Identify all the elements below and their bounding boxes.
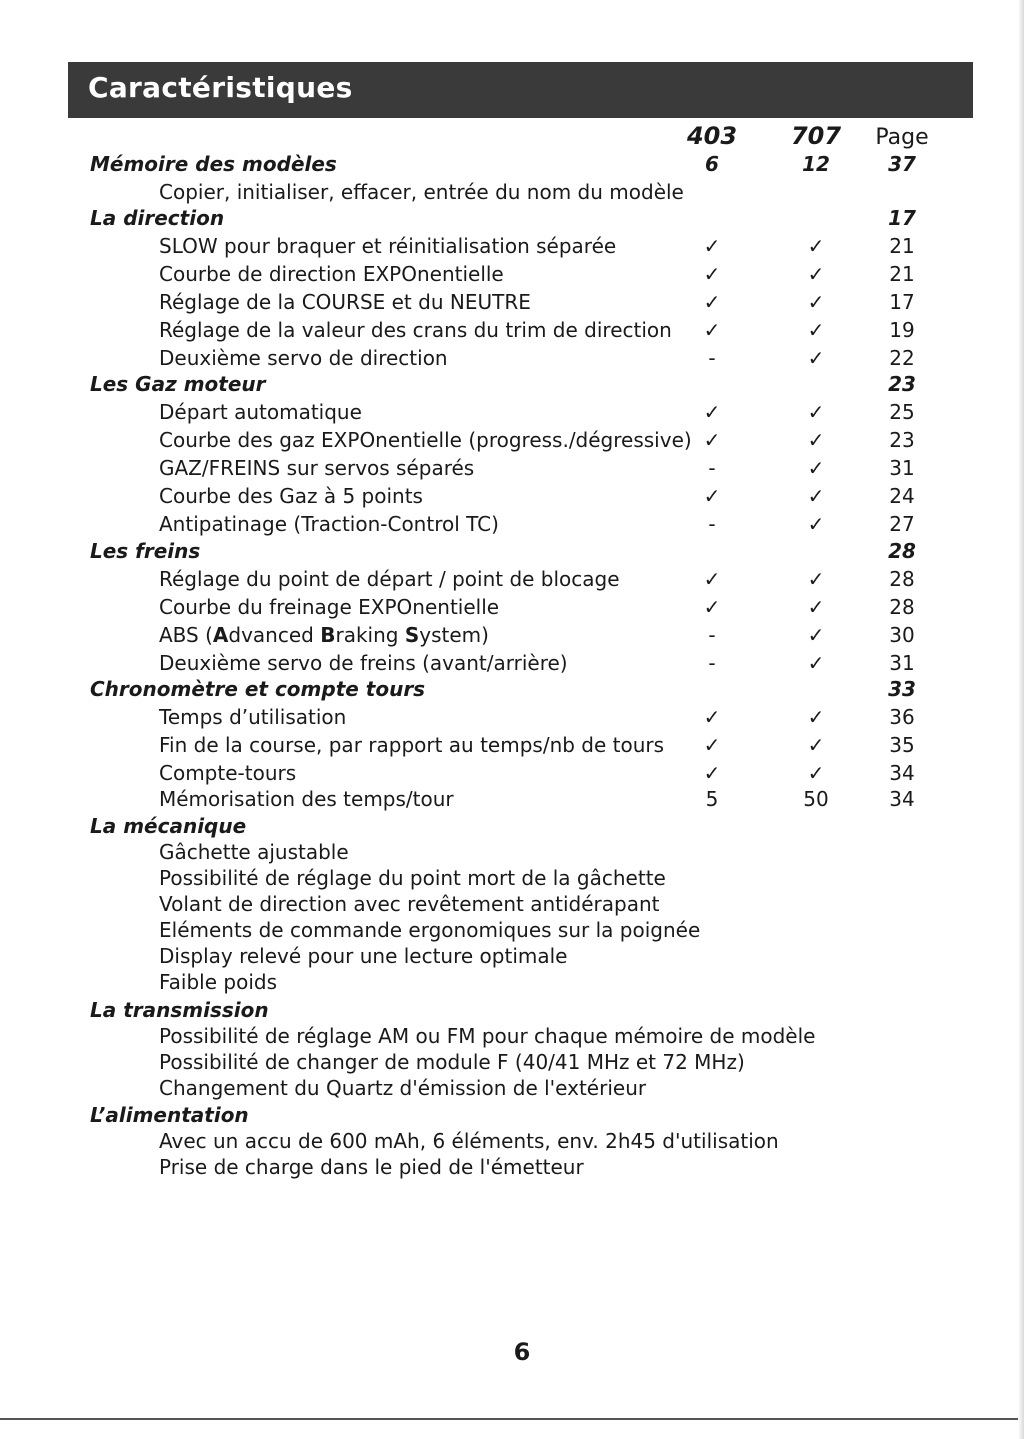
value-403: - xyxy=(708,512,716,536)
value-707: ✓ xyxy=(807,651,825,675)
feature-label: Faible poids xyxy=(159,970,277,994)
section-heading: Mémoire des modèles xyxy=(90,152,337,176)
page-ref: 28 xyxy=(889,567,915,591)
page-ref: 31 xyxy=(889,651,915,675)
feature-row xyxy=(0,1022,1024,1050)
value-403: ✓ xyxy=(703,484,721,508)
column-header-page: Page xyxy=(875,125,929,150)
value-707: 50 xyxy=(803,787,829,811)
feature-row xyxy=(0,1127,1024,1155)
value-403: 6 xyxy=(705,152,719,176)
feature-label: Réglage du point de départ / point de blocage xyxy=(159,567,620,591)
section-heading: L’alimentation xyxy=(90,1103,249,1127)
page-number: 6 xyxy=(513,1338,531,1366)
value-403: ✓ xyxy=(703,761,721,785)
page-ref: 28 xyxy=(888,539,916,563)
value-403: 5 xyxy=(705,787,719,811)
page-ref: 17 xyxy=(888,206,916,230)
feature-label: SLOW pour braquer et réinitialisation séparée xyxy=(159,234,617,258)
column-header-707: 707 xyxy=(790,122,842,150)
page-ref: 23 xyxy=(889,428,915,452)
feature-label: Eléments de commande ergonomiques sur la poignée xyxy=(159,918,701,942)
section-heading: Les freins xyxy=(90,539,201,563)
feature-label: Possibilité de changer de module F (40/41 MHz et 72 MHz) xyxy=(159,1050,745,1074)
label-part: ystem) xyxy=(419,623,489,647)
section-row xyxy=(0,1101,1024,1129)
page-ref: 35 xyxy=(889,733,915,757)
page-ref: 23 xyxy=(888,372,916,396)
value-707: 12 xyxy=(802,152,830,176)
page-ref: 21 xyxy=(889,234,915,258)
feature-label: Temps d’utilisation xyxy=(159,705,347,729)
feature-row xyxy=(0,703,1024,731)
feature-row xyxy=(0,454,1024,482)
value-707: ✓ xyxy=(807,428,825,452)
column-header-403: 403 xyxy=(686,122,738,150)
page-ref: 19 xyxy=(889,318,915,342)
label-part: raking xyxy=(335,623,405,647)
value-707: ✓ xyxy=(807,456,825,480)
value-403: ✓ xyxy=(703,595,721,619)
value-707: ✓ xyxy=(807,623,825,647)
feature-row xyxy=(0,482,1024,510)
page-ref: 33 xyxy=(888,677,916,701)
feature-label: Compte-tours xyxy=(159,761,297,785)
value-403: - xyxy=(708,456,716,480)
section-row xyxy=(0,370,1024,398)
feature-label: Possibilité de réglage du point mort de la gâchette xyxy=(159,866,666,890)
feature-row xyxy=(0,288,1024,316)
feature-row xyxy=(0,565,1024,593)
feature-row xyxy=(0,838,1024,866)
feature-row xyxy=(0,260,1024,288)
value-707: ✓ xyxy=(807,400,825,424)
feature-row xyxy=(0,1048,1024,1076)
feature-label: Réglage de la valeur des crans du trim de direction xyxy=(159,318,672,342)
feature-label: Courbe des gaz EXPOnentielle (progress./dégressive) xyxy=(159,428,692,452)
feature-row xyxy=(0,316,1024,344)
feature-row xyxy=(0,426,1024,454)
page-ref: 34 xyxy=(889,787,915,811)
feature-label: Fin de la course, par rapport au temps/nb de tours xyxy=(159,733,665,757)
feature-row xyxy=(0,890,1024,918)
section-heading: La direction xyxy=(90,206,225,230)
value-707: ✓ xyxy=(807,733,825,757)
section-heading: La transmission xyxy=(90,998,269,1022)
value-403: ✓ xyxy=(703,262,721,286)
acronym-letter: A xyxy=(212,623,229,647)
section-row xyxy=(0,150,1024,178)
value-707: ✓ xyxy=(807,595,825,619)
feature-row xyxy=(0,649,1024,677)
feature-label: Possibilité de réglage AM ou FM pour chaque mémoire de modèle xyxy=(159,1024,816,1048)
feature-label: Deuxième servo de direction xyxy=(159,346,448,370)
bottom-rule xyxy=(0,1418,1024,1420)
feature-label: Copier, initialiser, effacer, entrée du nom du modèle xyxy=(159,180,684,204)
page-ref: 21 xyxy=(889,262,915,286)
feature-label: Gâchette ajustable xyxy=(159,840,349,864)
feature-label: Volant de direction avec revêtement antidérapant xyxy=(159,892,660,916)
value-403: - xyxy=(708,346,716,370)
section-heading: La mécanique xyxy=(90,814,247,838)
value-707: ✓ xyxy=(807,234,825,258)
feature-row xyxy=(0,621,1024,649)
feature-row xyxy=(0,398,1024,426)
feature-label: Avec un accu de 600 mAh, 6 éléments, env. 2h45 d'utilisation xyxy=(159,1129,779,1153)
feature-label: GAZ/FREINS sur servos séparés xyxy=(159,456,475,480)
value-707: ✓ xyxy=(807,484,825,508)
page-ref: 31 xyxy=(889,456,915,480)
section-row xyxy=(0,675,1024,703)
feature-label: Antipatinage (Traction-Control TC) xyxy=(159,512,499,536)
page-ref: 27 xyxy=(889,512,915,536)
feature-row xyxy=(0,916,1024,944)
feature-label: Prise de charge dans le pied de l'émetteur xyxy=(159,1155,584,1179)
value-707: ✓ xyxy=(807,290,825,314)
value-403: - xyxy=(708,623,716,647)
feature-row xyxy=(0,942,1024,970)
value-707: ✓ xyxy=(807,567,825,591)
feature-label: Courbe du freinage EXPOnentielle xyxy=(159,595,500,619)
section-row xyxy=(0,812,1024,840)
value-403: - xyxy=(708,651,716,675)
feature-row xyxy=(0,593,1024,621)
feature-row xyxy=(0,1074,1024,1102)
feature-label: Display relevé pour une lecture optimale xyxy=(159,944,568,968)
page-ref: 36 xyxy=(889,705,915,729)
feature-row xyxy=(0,232,1024,260)
feature-row xyxy=(0,759,1024,787)
section-heading: Chronomètre et compte tours xyxy=(90,677,426,701)
feature-label: Courbe de direction EXPOnentielle xyxy=(159,262,504,286)
page-ref: 24 xyxy=(889,484,915,508)
page-title: Caractéristiques xyxy=(88,71,353,104)
feature-label: Mémorisation des temps/tour xyxy=(159,787,454,811)
page-ref: 17 xyxy=(889,290,915,314)
value-707: ✓ xyxy=(807,346,825,370)
feature-label xyxy=(159,621,489,649)
feature-row xyxy=(0,864,1024,892)
value-707: ✓ xyxy=(807,512,825,536)
page-ref: 34 xyxy=(889,761,915,785)
value-403: ✓ xyxy=(703,290,721,314)
feature-label: Réglage de la COURSE et du NEUTRE xyxy=(159,290,531,314)
value-707: ✓ xyxy=(807,705,825,729)
page-ref: 30 xyxy=(889,623,915,647)
value-707: ✓ xyxy=(807,262,825,286)
feature-label: Départ automatique xyxy=(159,400,362,424)
page-ref: 22 xyxy=(889,346,915,370)
label-part: dvanced xyxy=(228,623,321,647)
acronym-letter: B xyxy=(320,623,336,647)
value-403: ✓ xyxy=(703,705,721,729)
section-heading: Les Gaz moteur xyxy=(90,372,266,396)
value-403: ✓ xyxy=(703,400,721,424)
value-403: ✓ xyxy=(703,318,721,342)
page-ref: 28 xyxy=(889,595,915,619)
page-ref: 37 xyxy=(888,152,916,176)
feature-row xyxy=(0,344,1024,372)
value-403: ✓ xyxy=(703,428,721,452)
section-row xyxy=(0,996,1024,1024)
value-403: ✓ xyxy=(703,733,721,757)
feature-label: Deuxième servo de freins (avant/arrière) xyxy=(159,651,568,675)
label-part: ABS ( xyxy=(159,623,213,647)
value-707: ✓ xyxy=(807,318,825,342)
feature-row xyxy=(0,731,1024,759)
section-title-bar xyxy=(68,62,973,118)
value-403: ✓ xyxy=(703,234,721,258)
value-403: ✓ xyxy=(703,567,721,591)
feature-row xyxy=(0,968,1024,996)
page-ref: 25 xyxy=(889,400,915,424)
value-707: ✓ xyxy=(807,761,825,785)
section-row xyxy=(0,204,1024,232)
section-row xyxy=(0,537,1024,565)
feature-row xyxy=(0,178,1024,206)
feature-row xyxy=(0,510,1024,538)
page-edge-shadow xyxy=(1018,0,1024,1439)
feature-label: Changement du Quartz d'émission de l'extérieur xyxy=(159,1076,647,1100)
feature-label: Courbe des Gaz à 5 points xyxy=(159,484,423,508)
feature-row xyxy=(0,1153,1024,1181)
acronym-letter: S xyxy=(404,623,420,647)
feature-row xyxy=(0,785,1024,813)
